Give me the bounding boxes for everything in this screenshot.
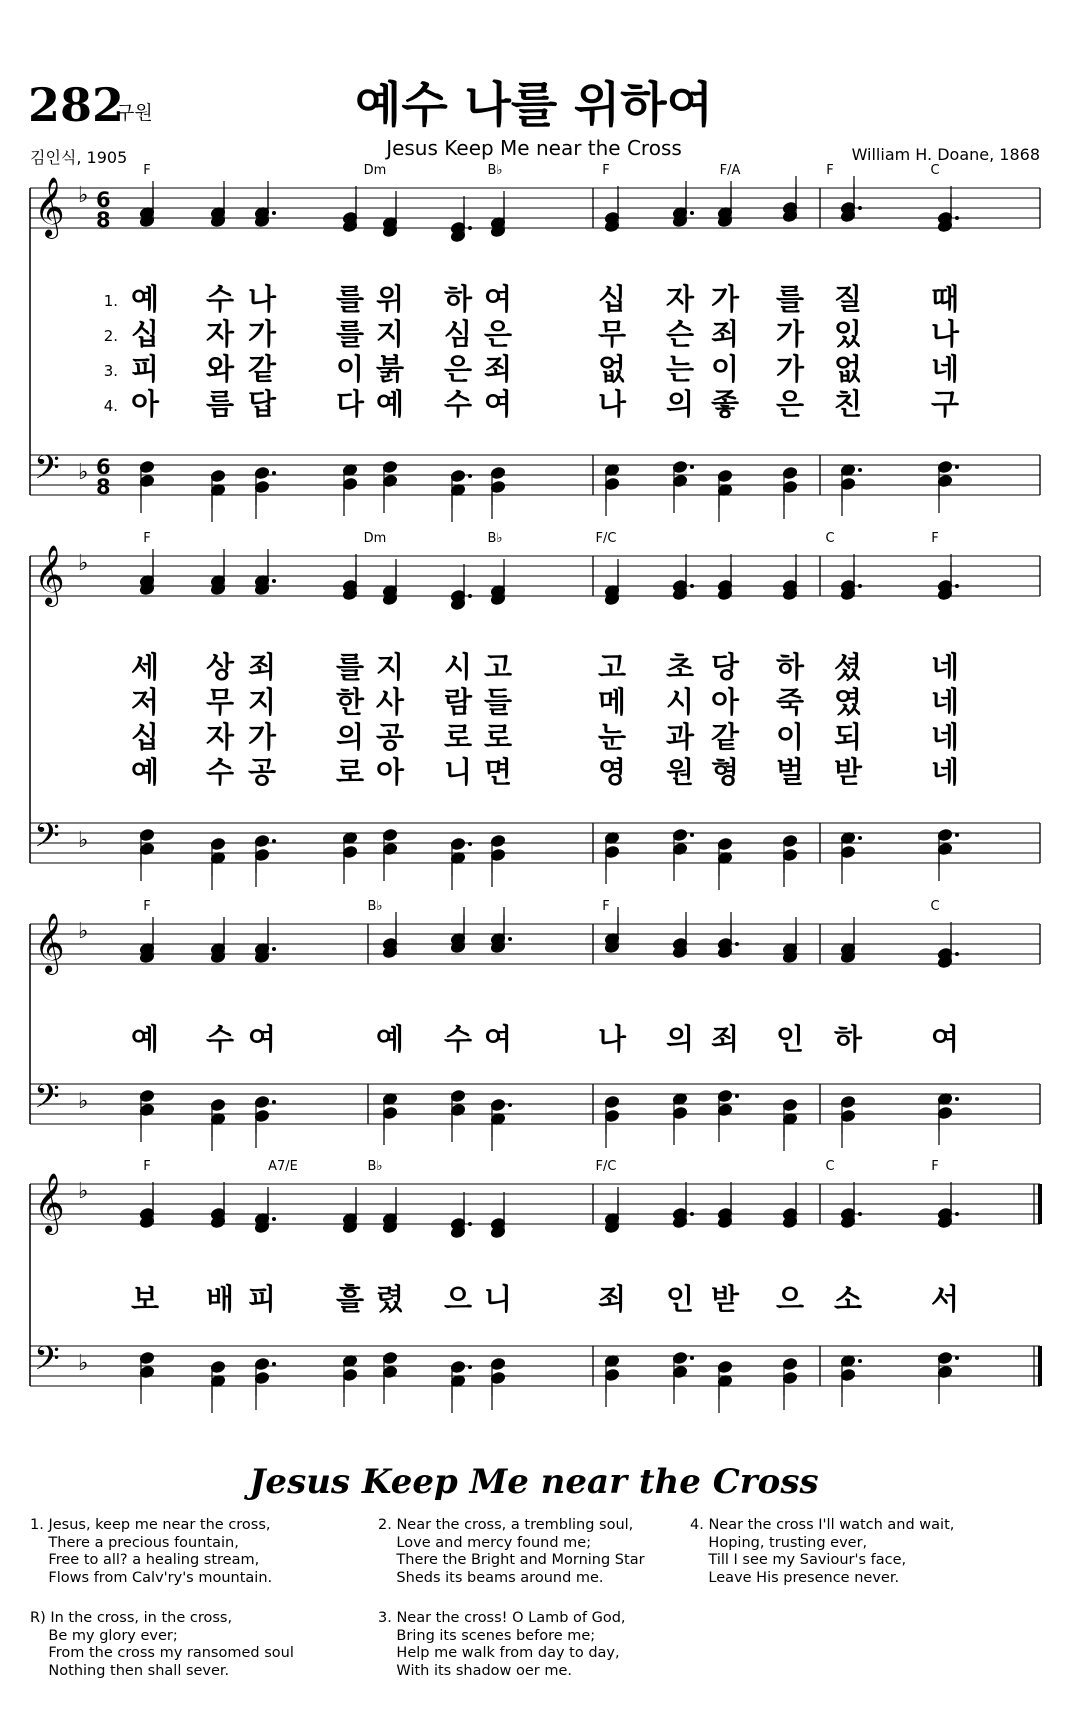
key-flat-icon: ♭ [78,460,89,485]
bass-note [840,477,855,516]
lyric-syllable: 예 [130,282,159,316]
bass-staff [30,823,1040,863]
lyric-syllable: 죄 [247,650,276,684]
bass-staff [30,1084,1040,1124]
lyric-syllable: 시 [443,650,472,684]
lyric-syllable: 람 [443,685,472,719]
english-stanza [378,1517,645,1587]
bass-note [782,848,797,887]
verse-number: 4. [103,397,118,415]
stanza-line: Help me walk from day to day, [378,1645,620,1661]
lyric-syllable: 으 [775,1282,804,1316]
treble-clef-icon: 𝄞 [34,545,65,605]
treble-staff [30,188,1040,228]
lyric-syllable: 형 [710,755,739,789]
lyric-syllable: 지 [375,317,404,351]
lyric-syllable: 당 [710,650,739,684]
lyric-syllable: 무 [597,317,626,351]
key-flat-icon: ♭ [78,183,89,208]
bass-clef-icon: 𝄢 [34,817,60,863]
lyric-syllable: 죄 [710,1022,739,1056]
lyric-syllable: 초 [665,650,694,684]
lyric-syllable: 를 [775,282,804,316]
stanza-line: R) In the cross, in the cross, [30,1610,233,1626]
bass-note [782,1371,797,1410]
lyric-syllable: 아 [130,387,159,421]
lyric-syllable: 가 [247,720,276,754]
bass-note [717,1374,732,1413]
treble-staff [30,924,1040,964]
lyric-syllable: 죄 [483,352,512,386]
bass-note [139,474,154,513]
english-title: Jesus Keep Me near the Cross [249,1462,819,1502]
lyric-syllable: 예 [375,1022,404,1056]
bass-note [604,477,619,516]
lyric-syllable: 영 [597,755,626,789]
bass-note [382,842,397,881]
lyric-syllable: 은 [443,352,472,386]
bass-note [937,1365,952,1404]
stanza-line: Be my glory ever; [30,1627,178,1644]
chord-symbol: Dm [363,163,387,178]
lyric-syllable: 상 [205,650,234,684]
lyric-syllable: 붉 [375,352,404,386]
treble-note [717,912,739,951]
chord-symbol: F/C [595,531,617,546]
bass-note [382,1106,397,1145]
lyric-syllable: 와 [205,352,234,386]
lyric-syllable: 죽 [775,685,804,719]
bass-note [840,1368,855,1407]
lyric-syllable: 자 [205,317,234,351]
bass-note [450,1103,465,1142]
lyric-syllable: 사 [375,685,404,719]
lyric-syllable: 저 [130,685,159,719]
stanza-line: 2. Near the cross, a trembling soul, [378,1517,634,1533]
stanza-line: Leave His presence never. [690,1569,900,1586]
bass-note [490,1112,505,1151]
treble-note [937,922,959,961]
lyric-syllable: 니 [483,1282,512,1316]
lyric-syllable: 의 [665,387,694,421]
treble-clef-icon: 𝄞 [34,913,65,973]
bass-note [210,851,225,890]
english-stanza [378,1610,626,1680]
hymn-subtitle: Jesus Keep Me near the Cross [386,136,682,160]
bass-note [382,474,397,513]
chord-symbol: B♭ [367,1159,383,1174]
bass-note [604,845,619,884]
key-flat-icon: ♭ [78,1351,89,1376]
treble-note [254,917,276,956]
lyric-syllable: 다 [335,387,364,421]
lyric-syllable: 네 [930,755,959,789]
lyric-syllable: 렸 [375,1282,404,1316]
chord-symbol: F [931,531,939,546]
lyric-syllable: 지 [375,650,404,684]
lyric-syllable: 인 [665,1282,694,1316]
treble-note [450,564,472,603]
lyric-syllable: 면 [483,755,512,789]
time-signature: 8 [96,208,111,232]
lyric-syllable: 들 [483,685,512,719]
bass-note [717,483,732,522]
lyric-syllable: 벌 [775,755,804,789]
stanza-line: Love and mercy found me; [378,1534,592,1551]
chord-symbol: F [143,899,151,914]
verse-number: 3. [103,362,118,380]
bass-note [210,1112,225,1151]
lyric-syllable: 위 [375,282,404,316]
bass-note [450,851,465,890]
stanza-line: Flows from Calv'ry's mountain. [30,1569,273,1586]
chord-symbol: C [930,163,940,178]
lyric-syllable: 구 [930,387,959,421]
lyric-syllable: 이 [335,352,364,386]
chord-symbol: F [143,1159,151,1174]
lyricist-credit: 김인식, 1905 [30,148,128,167]
hymn-category: 구원 [116,102,153,124]
bass-note [450,1374,465,1413]
lyric-syllable: 없 [833,352,862,386]
lyric-syllable: 한 [335,685,364,719]
lyric-syllable: 좋 [710,387,739,421]
lyric-syllable: 로 [335,755,364,789]
time-signature: 6 [96,188,111,212]
treble-note [450,1192,472,1231]
lyric-syllable: 수 [443,1022,472,1056]
chord-symbol: F [602,899,610,914]
lyric-syllable: 피 [130,352,159,386]
key-flat-icon: ♭ [78,828,89,853]
lyric-syllable: 친 [833,387,862,421]
lyric-syllable: 수 [205,282,234,316]
lyric-syllable: 자 [205,720,234,754]
treble-note [937,1182,959,1221]
lyric-syllable: 으 [443,1282,472,1316]
treble-note [937,186,959,225]
lyric-syllable: 아 [375,755,404,789]
lyric-syllable: 없 [597,352,626,386]
lyric-syllable: 이 [775,720,804,754]
bass-note [139,842,154,881]
treble-note [450,196,472,235]
lyric-syllable: 여 [483,282,512,316]
key-flat-icon: ♭ [78,1089,89,1114]
bass-note [937,474,952,513]
key-flat-icon: ♭ [78,1179,89,1204]
bass-note [254,1109,269,1148]
bass-note [937,842,952,881]
bass-note [139,1365,154,1404]
lyric-syllable: 여 [247,1022,276,1056]
bass-note [672,474,687,513]
lyric-syllable: 여 [930,1022,959,1056]
lyric-syllable: 답 [247,387,276,421]
bass-note [782,480,797,519]
lyric-syllable: 가 [775,352,804,386]
treble-note [672,1182,694,1221]
lyric-syllable: 심 [443,317,472,351]
composer-credit: William H. Doane, 1868 [851,145,1040,164]
bass-note [342,477,357,516]
bass-note [672,1365,687,1404]
stanza-line: Till I see my Saviour's face, [690,1552,907,1568]
bass-note [840,845,855,884]
chord-symbol: F/A [719,163,741,178]
chord-symbol: F [602,163,610,178]
lyric-syllable: 의 [335,720,364,754]
chord-symbol: F [143,163,151,178]
lyric-syllable: 메 [597,685,626,719]
lyric-syllable: 나 [597,1022,626,1056]
stanza-line: From the cross my ransomed soul [30,1645,294,1661]
key-flat-icon: ♭ [78,551,89,576]
treble-note [490,907,512,946]
chord-symbol: F [826,163,834,178]
lyric-syllable: 보 [130,1282,159,1316]
lyric-syllable: 슨 [665,317,694,351]
bass-note [342,1368,357,1407]
lyric-syllable: 흘 [335,1282,364,1316]
lyric-syllable: 공 [247,755,276,789]
lyric-syllable: 은 [483,317,512,351]
lyric-syllable: 피 [247,1282,276,1316]
lyric-syllable: 하 [775,650,804,684]
bass-note [717,851,732,890]
lyric-syllable: 같 [247,352,276,386]
lyric-syllable: 가 [775,317,804,351]
verse-number: 1. [103,292,118,310]
chord-symbol: C [825,1159,835,1174]
bass-note [342,845,357,884]
bass-note [254,1371,269,1410]
lyric-syllable: 원 [665,755,694,789]
bass-note [450,483,465,522]
lyric-syllable: 나 [597,387,626,421]
bass-note [210,483,225,522]
chord-symbol: B♭ [487,163,503,178]
lyric-syllable: 과 [665,720,694,754]
treble-note [672,181,694,220]
bass-note [840,1109,855,1148]
lyric-syllable: 이 [710,352,739,386]
lyric-syllable: 셨 [833,650,862,684]
chord-symbol: C [825,531,835,546]
lyric-syllable: 네 [930,650,959,684]
lyric-syllable: 로 [443,720,472,754]
lyric-syllable: 를 [335,650,364,684]
bass-note [139,1103,154,1142]
bass-note [672,1106,687,1145]
lyric-syllable: 나 [930,317,959,351]
lyric-syllable: 십 [597,282,626,316]
time-signature: 6 [96,455,111,479]
stanza-line: There the Bright and Morning Star [378,1552,645,1568]
lyric-syllable: 예 [130,1022,159,1056]
hymn-title: 예수 나를 위하여 [355,77,713,133]
bass-note [210,1374,225,1413]
stanza-line: 1. Jesus, keep me near the cross, [30,1517,271,1533]
lyric-syllable: 인 [775,1022,804,1056]
stanza-line: With its shadow oer me. [378,1662,573,1679]
english-stanza [30,1610,294,1680]
lyric-syllable: 눈 [597,720,626,754]
treble-staff [30,556,1040,596]
time-signature: 8 [96,475,111,499]
treble-clef-icon: 𝄞 [34,177,65,237]
lyric-syllable: 수 [205,755,234,789]
lyric-syllable: 니 [443,755,472,789]
bass-note [490,480,505,519]
lyric-syllable: 수 [443,387,472,421]
english-stanza [30,1517,272,1587]
bass-note [717,1103,732,1142]
lyric-syllable: 받 [710,1282,739,1316]
lyric-syllable: 십 [130,317,159,351]
stanza-line: Free to all? a healing stream, [30,1552,260,1568]
chord-symbol: B♭ [367,899,383,914]
lyric-syllable: 죄 [597,1282,626,1316]
chord-symbol: Dm [363,531,387,546]
bass-staff [30,455,1040,495]
hymn-number: 282 [28,78,125,132]
lyric-syllable: 질 [833,282,862,316]
bass-note [604,1109,619,1148]
lyric-syllable: 십 [130,720,159,754]
lyric-syllable: 받 [833,755,862,789]
lyric-syllable: 예 [130,755,159,789]
chord-symbol: F [931,1159,939,1174]
lyric-syllable: 하 [833,1022,862,1056]
stanza-line: 4. Near the cross I'll watch and wait, [690,1517,955,1533]
bass-note [254,848,269,887]
lyric-syllable: 고 [597,650,626,684]
bass-note [672,842,687,881]
bass-clef-icon: 𝄢 [34,1078,60,1124]
lyric-syllable: 되 [833,720,862,754]
lyric-syllable: 수 [205,1022,234,1056]
english-stanza [690,1517,954,1587]
bass-clef-icon: 𝄢 [34,1340,60,1386]
lyric-syllable: 죄 [710,317,739,351]
lyric-syllable: 나 [247,282,276,316]
stanza-line: Hoping, trusting ever, [690,1534,868,1551]
bass-clef-icon: 𝄢 [34,449,60,495]
bass-note [604,1368,619,1407]
bass-staff [30,1346,1040,1386]
treble-note [840,176,862,215]
lyric-syllable: 지 [247,685,276,719]
chord-symbol: B♭ [487,531,503,546]
lyric-syllable: 여 [483,1022,512,1056]
lyric-syllable: 름 [205,387,234,421]
lyric-syllable: 를 [335,282,364,316]
lyric-syllable: 여 [483,387,512,421]
treble-note [254,1187,276,1226]
treble-note [840,554,862,593]
lyric-syllable: 있 [833,317,862,351]
lyric-syllable: 소 [833,1282,862,1316]
bass-note [490,848,505,887]
treble-note [254,549,276,588]
lyric-syllable: 같 [710,720,739,754]
lyric-syllable: 였 [833,685,862,719]
lyric-syllable: 시 [665,685,694,719]
lyric-syllable: 서 [930,1282,959,1316]
lyric-syllable: 는 [665,352,694,386]
lyric-syllable: 자 [665,282,694,316]
lyric-syllable: 공 [375,720,404,754]
bass-note [782,1112,797,1151]
lyric-syllable: 네 [930,352,959,386]
stanza-line: There a precious fountain, [30,1534,239,1551]
lyric-syllable: 은 [775,387,804,421]
lyric-syllable: 가 [247,317,276,351]
lyric-syllable: 세 [130,650,159,684]
lyric-syllable: 네 [930,685,959,719]
lyric-syllable: 때 [930,282,959,316]
lyric-syllable: 예 [375,387,404,421]
bass-note [382,1365,397,1404]
stanza-line: 3. Near the cross! O Lamb of God, [378,1610,626,1626]
lyric-syllable: 배 [205,1282,234,1316]
chord-symbol: F [143,531,151,546]
stanza-line: Bring its scenes before me; [378,1627,596,1644]
bass-note [254,480,269,519]
bass-note [490,1371,505,1410]
treble-note [937,554,959,593]
lyric-syllable: 하 [443,282,472,316]
lyric-syllable: 네 [930,720,959,754]
lyric-syllable: 가 [710,282,739,316]
treble-note [672,554,694,593]
chord-symbol: C [930,899,940,914]
lyric-syllable: 로 [483,720,512,754]
stanza-line: Nothing then shall sever. [30,1662,230,1679]
bass-note [937,1106,952,1145]
lyric-syllable: 아 [710,685,739,719]
lyric-syllable: 의 [665,1022,694,1056]
lyric-syllable: 고 [483,650,512,684]
treble-note [840,1182,862,1221]
chord-symbol: F/C [595,1159,617,1174]
key-flat-icon: ♭ [78,919,89,944]
treble-clef-icon: 𝄞 [34,1173,65,1233]
lyric-syllable: 무 [205,685,234,719]
verse-number: 2. [103,327,118,345]
stanza-line: Sheds its beams around me. [378,1569,604,1586]
lyric-syllable: 를 [335,317,364,351]
treble-note [254,181,276,220]
chord-symbol: A7/E [268,1159,298,1174]
treble-staff [30,1184,1040,1224]
